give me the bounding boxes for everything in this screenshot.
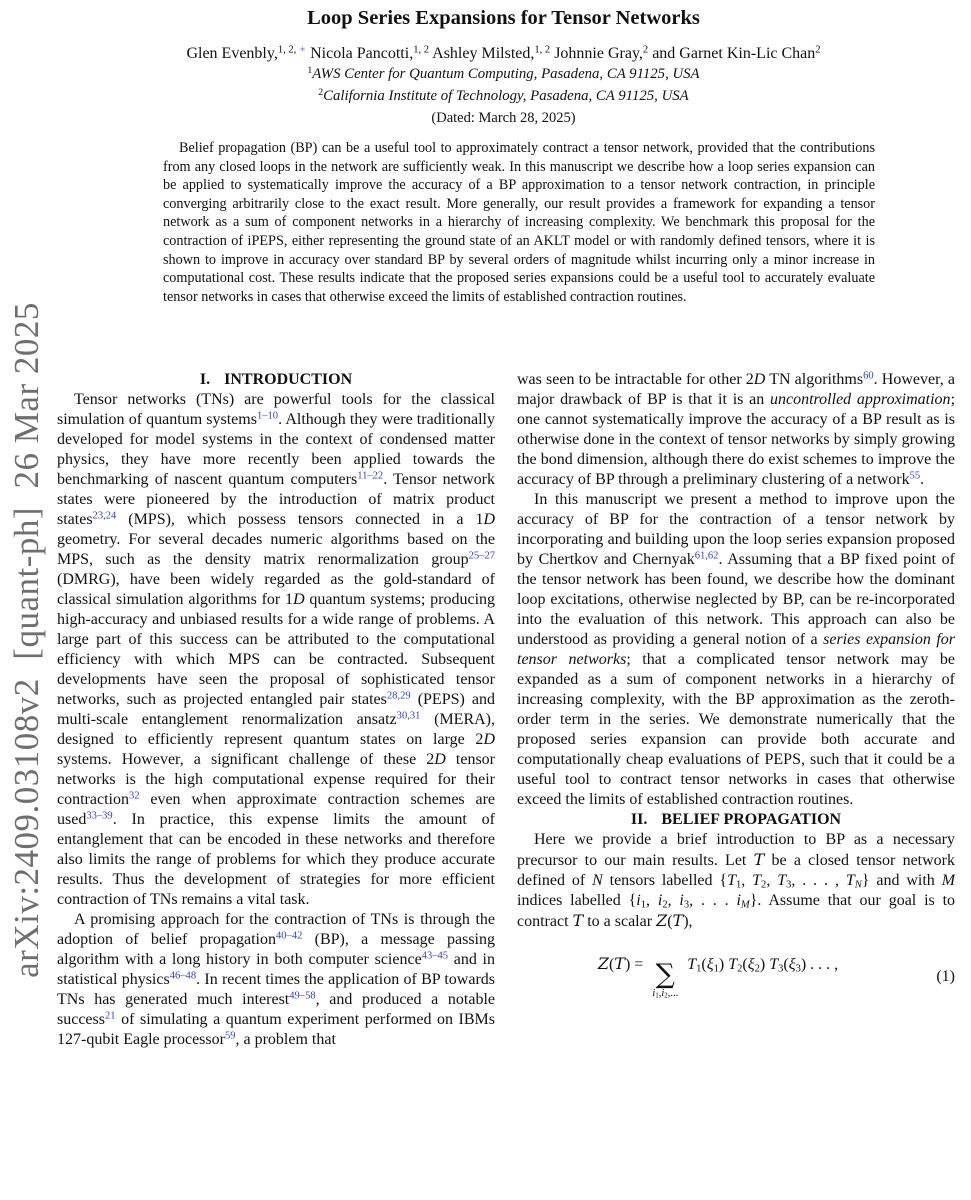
citation-ref[interactable]: 23,24: [92, 510, 117, 522]
paper-title: Loop Series Expansions for Tensor Networks: [307, 7, 700, 29]
equation-lhs: Z(T) =: [597, 954, 644, 973]
paper-header: [40, 0, 967, 127]
paragraph: In this manuscript we present a method to improve upon the accuracy of BP for the contraction of a tensor network by incorporating and building upon the loop series expansion proposed by Chertkov and Chernyak$^{61,62}$. Assuming that a BP fixed point of the tensor network has been found, we describe how the dominant loop excitations, otherwise neglected by BP, can be re-incorporated into the evaluation of this network. This approach can also be understood as providing a general notion of a series expansion for tensor networks; that a complicated tensor network may be expanded as a sum of component networks in a hierarchy of increasing complexity, with the BP approximation as the zeroth-order term in the series. We demonstrate numerically that the proposed series expansion can provide both accurate and computationally cheap evaluations of PEPS, such that it could be a useful tool to contract tensor networks in cases that otherwise exceed the limits of established contraction routines.: [517, 491, 955, 808]
sum-subscript: i1,i2,...: [652, 988, 679, 1000]
section-number: II.: [630, 811, 648, 828]
equation-body: [517, 954, 919, 999]
citation-ref[interactable]: 60: [863, 370, 874, 382]
citation-ref[interactable]: 25–27: [468, 550, 495, 562]
affiliation-line-1: $^1$AWS Center for Quantum Computing, Pasadena, CA 91125, USA: [307, 65, 700, 82]
affiliation-line-2: $^2$California Institute of Technology, Pasadena, CA 91125, USA: [318, 86, 689, 104]
equation-1: [517, 954, 955, 999]
author-note-link[interactable]: ∗: [298, 44, 307, 56]
paragraph: Here we provide a brief introduction to BP as a necessary precursor to our main results. Let T be a closed tensor network defined of N tensors labelled {T1, T2, T3, . . . , TN} and with M indices labelled {i1, i2, i3, . . . iM}. Assume that our goal is to contract T to a scalar Z(T),: [517, 831, 955, 930]
paragraph: was seen to be intractable for other 2D TN algorithms$^{60}$. However, a major drawback of BP is that it is an uncontrolled approximation; one cannot systematically improve the accuracy of a BP result as is otherwise done in the context of tensor networks by simply growing the bond dimension, although there do exist schemes to improve the accuracy of BP through a preliminary clustering of a network$^{55}$.: [517, 370, 955, 488]
citation-ref[interactable]: 32: [128, 790, 140, 802]
section-heading-belief-propagation: [517, 810, 955, 830]
citation-ref[interactable]: 21: [104, 1010, 116, 1022]
right-column: [517, 370, 955, 1200]
citation-ref[interactable]: 61,62: [694, 550, 719, 562]
citation-ref[interactable]: 46–48: [169, 970, 197, 982]
citation-ref[interactable]: 28,29: [386, 690, 411, 702]
citation-ref[interactable]: 55: [909, 470, 921, 482]
citation-ref[interactable]: 49–58: [289, 990, 316, 1002]
date-line: (Dated: March 28, 2025): [431, 110, 576, 126]
section-title: INTRODUCTION: [224, 371, 353, 388]
citation-ref[interactable]: 43–45: [421, 950, 449, 962]
citation-ref[interactable]: 30,31: [396, 710, 421, 722]
equation-number: (1): [936, 967, 955, 985]
citation-ref[interactable]: 1–10: [256, 410, 279, 422]
sum-icon: ∑: [655, 959, 675, 990]
citation-ref[interactable]: 11–22: [357, 470, 384, 482]
arxiv-stamp: arXiv:2409.03108v2 [quant-ph] 26 Mar 2025: [7, 302, 46, 978]
section-title: BELIEF PROPAGATION: [661, 811, 842, 828]
section-number: I.: [199, 371, 211, 388]
summation: [652, 959, 679, 1000]
citation-ref[interactable]: 33–39: [86, 810, 113, 822]
citation-ref[interactable]: 40–42: [276, 930, 303, 942]
author-line: Glen Evenbly,$^{1, 2,}$ ∗ Nicola Pancotti,$^{1, 2}$ Ashley Milsted,$^{1, 2}$ Johnnie Gray,$^2$ and Garnet Kin-Lic Chan$^2$: [186, 44, 821, 62]
citation-ref[interactable]: 59: [224, 1030, 236, 1042]
paragraph: A promising approach for the contraction of TNs is through the adoption of belief propagation$^{40-42}$ (BP), a message passing algorithm with a long history in both computer science$^{43-45}$ and in statistical physics$^{46-48}$. In recent times the application of BP towards TNs has generated much interest$^{49-58}$, and produced a notable success$^{21}$ of simulating a quantum experiment performed on IBMs 127-qubit Eagle processor$^{59}$, a problem that: [57, 911, 495, 1048]
left-column: [57, 370, 495, 1200]
abstract: Belief propagation (BP) can be a useful tool to approximately contract a tensor network, provided that the contributions from any closed loops in the network are sufficiently weak. In this manuscript we describe how a loop series expansion can be applied to systematically improve the accuracy of a BP approximation to a tensor network contraction, in principle converging arbitrarily close to the exact result. More generally, our result provides a framework for expanding a tensor network as a sum of component networks in a hierarchy of increasing complexity. We benchmark this proposal for the contraction of iPEPS, either representing the ground state of an AKLT model or with randomly defined tensors, where it is shown to improve in accuracy over standard BP by several orders of magnitude whilst incurring only a minor increase in computational cost. These results indicate that the proposed series expansions could be a useful tool to accurately evaluate tensor networks in cases that otherwise exceed the limits of established contraction routines.: [163, 140, 875, 305]
equation-rhs: T1(ξ1) T2(ξ2) T3(ξ3) . . . ,: [687, 956, 839, 975]
section-heading-introduction: [57, 370, 495, 390]
paragraph: Tensor networks (TNs) are powerful tools for the classical simulation of quantum systems$^{1-10}$. Although they were traditionally developed for model systems in the context of condensed matter physics, they have more recently been applied towards the benchmarking of nascent quantum computers$^{11-22}$. Tensor network states were pioneered by the introduction of matrix product states$^{23,24}$ (MPS), which possess tensors connected in a 1D geometry. For several decades numeric algorithms based on the MPS, such as the density matrix renormalization group$^{25-27}$ (DMRG), have been widely regarded as the gold-standard of classical simulation algorithms for 1D quantum systems; producing high-accuracy and unbiased results for a wide range of problems. A large part of this success can be attributed to the computational efficiency with which MPS can be contracted. Subsequent developments have seen the proposal of sophisticated tensor networks, such as projected entangled pair states$^{28,29}$ (PEPS) and multi-scale entanglement renormalization ansatz$^{30,31}$ (MERA), designed to efficiently represent quantum states on large 2D systems. However, a significant challenge of these 2D tensor networks is the high computational expense required for their contraction$^{32}$ even when approximate contraction schemes are used$^{33-39}$. In practice, this expense limits the amount of entanglement that can be encoded in these networks and therefore also limits the range of problems for which they produce accurate results. Thus the development of strategies for more efficient contraction of TNs remains a vital task.: [57, 391, 495, 908]
